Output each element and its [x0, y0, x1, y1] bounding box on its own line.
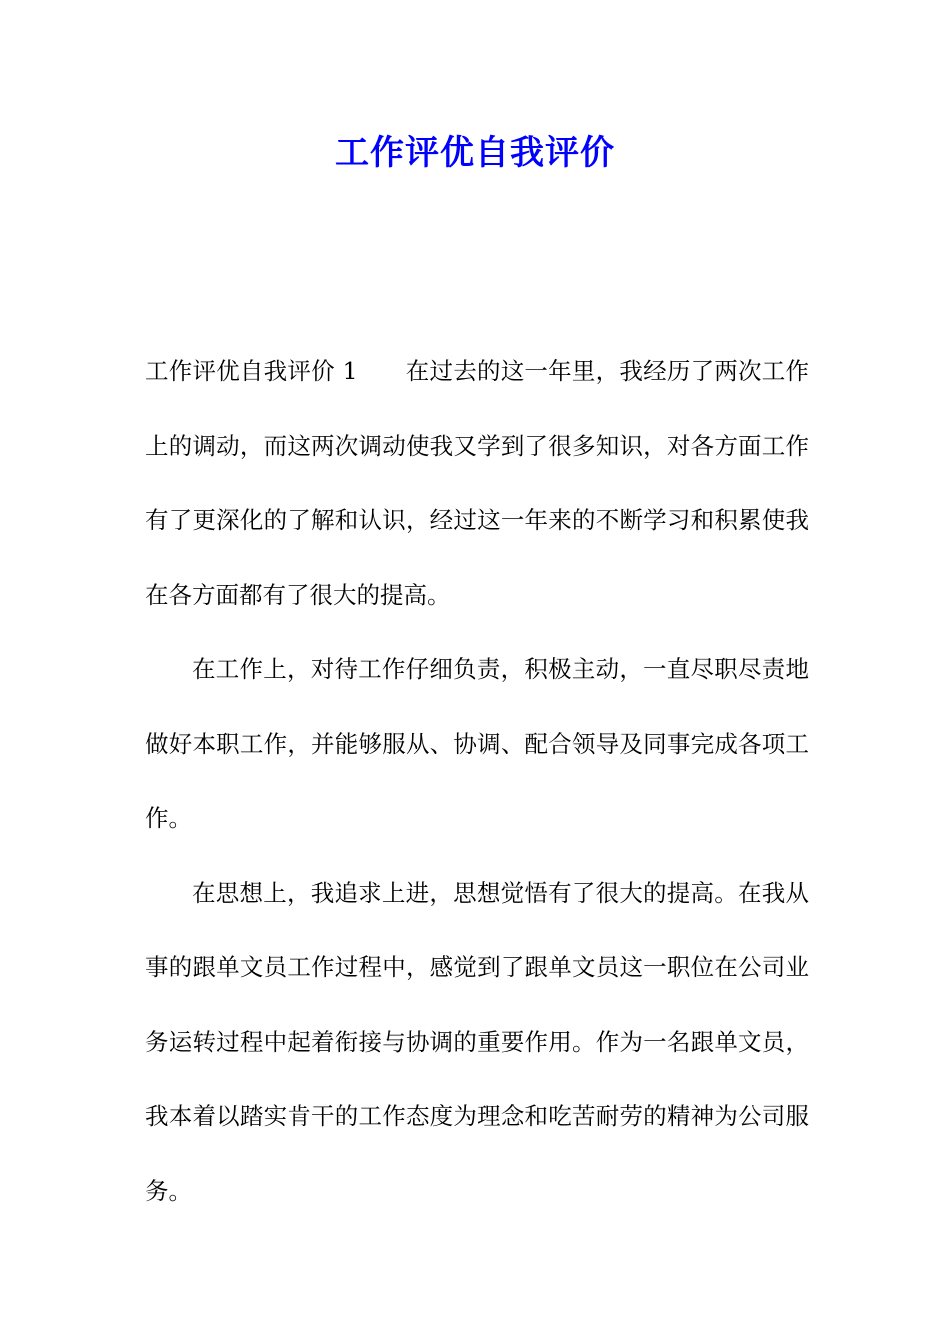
paragraph-1: [145, 334, 809, 632]
document-title: 工作评优自我评价: [335, 133, 615, 173]
document-body: [145, 334, 809, 1228]
paragraph-1-lead: 工作评优自我评价 1: [145, 357, 358, 385]
paragraph-1-text: 在过去的这一年里，我经历了两次工作上的调动，而这两次调动使我又学到了很多知识，对各方面工作有了更深化的了解和认识，经过这一年来的不断学习和积累使我在各方面都有了很大的提高。: [145, 357, 810, 609]
paragraph-3: 在思想上，我追求上进，思想觉悟有了很大的提高。在我从事的跟单文员工作过程中，感觉到了跟单文员这一职位在公司业务运转过程中起着衔接与协调的重要作用。作为一名跟单文员，我本着以踏实肯干的工作态度为理念和吃苦耐劳的精神为公司服务。: [145, 878, 809, 1205]
paragraph-2: 在工作上，对待工作仔细负责，积极主动，一直尽职尽责地做好本职工作，并能够服从、协调、配合领导及同事完成各项工作。: [145, 655, 809, 832]
